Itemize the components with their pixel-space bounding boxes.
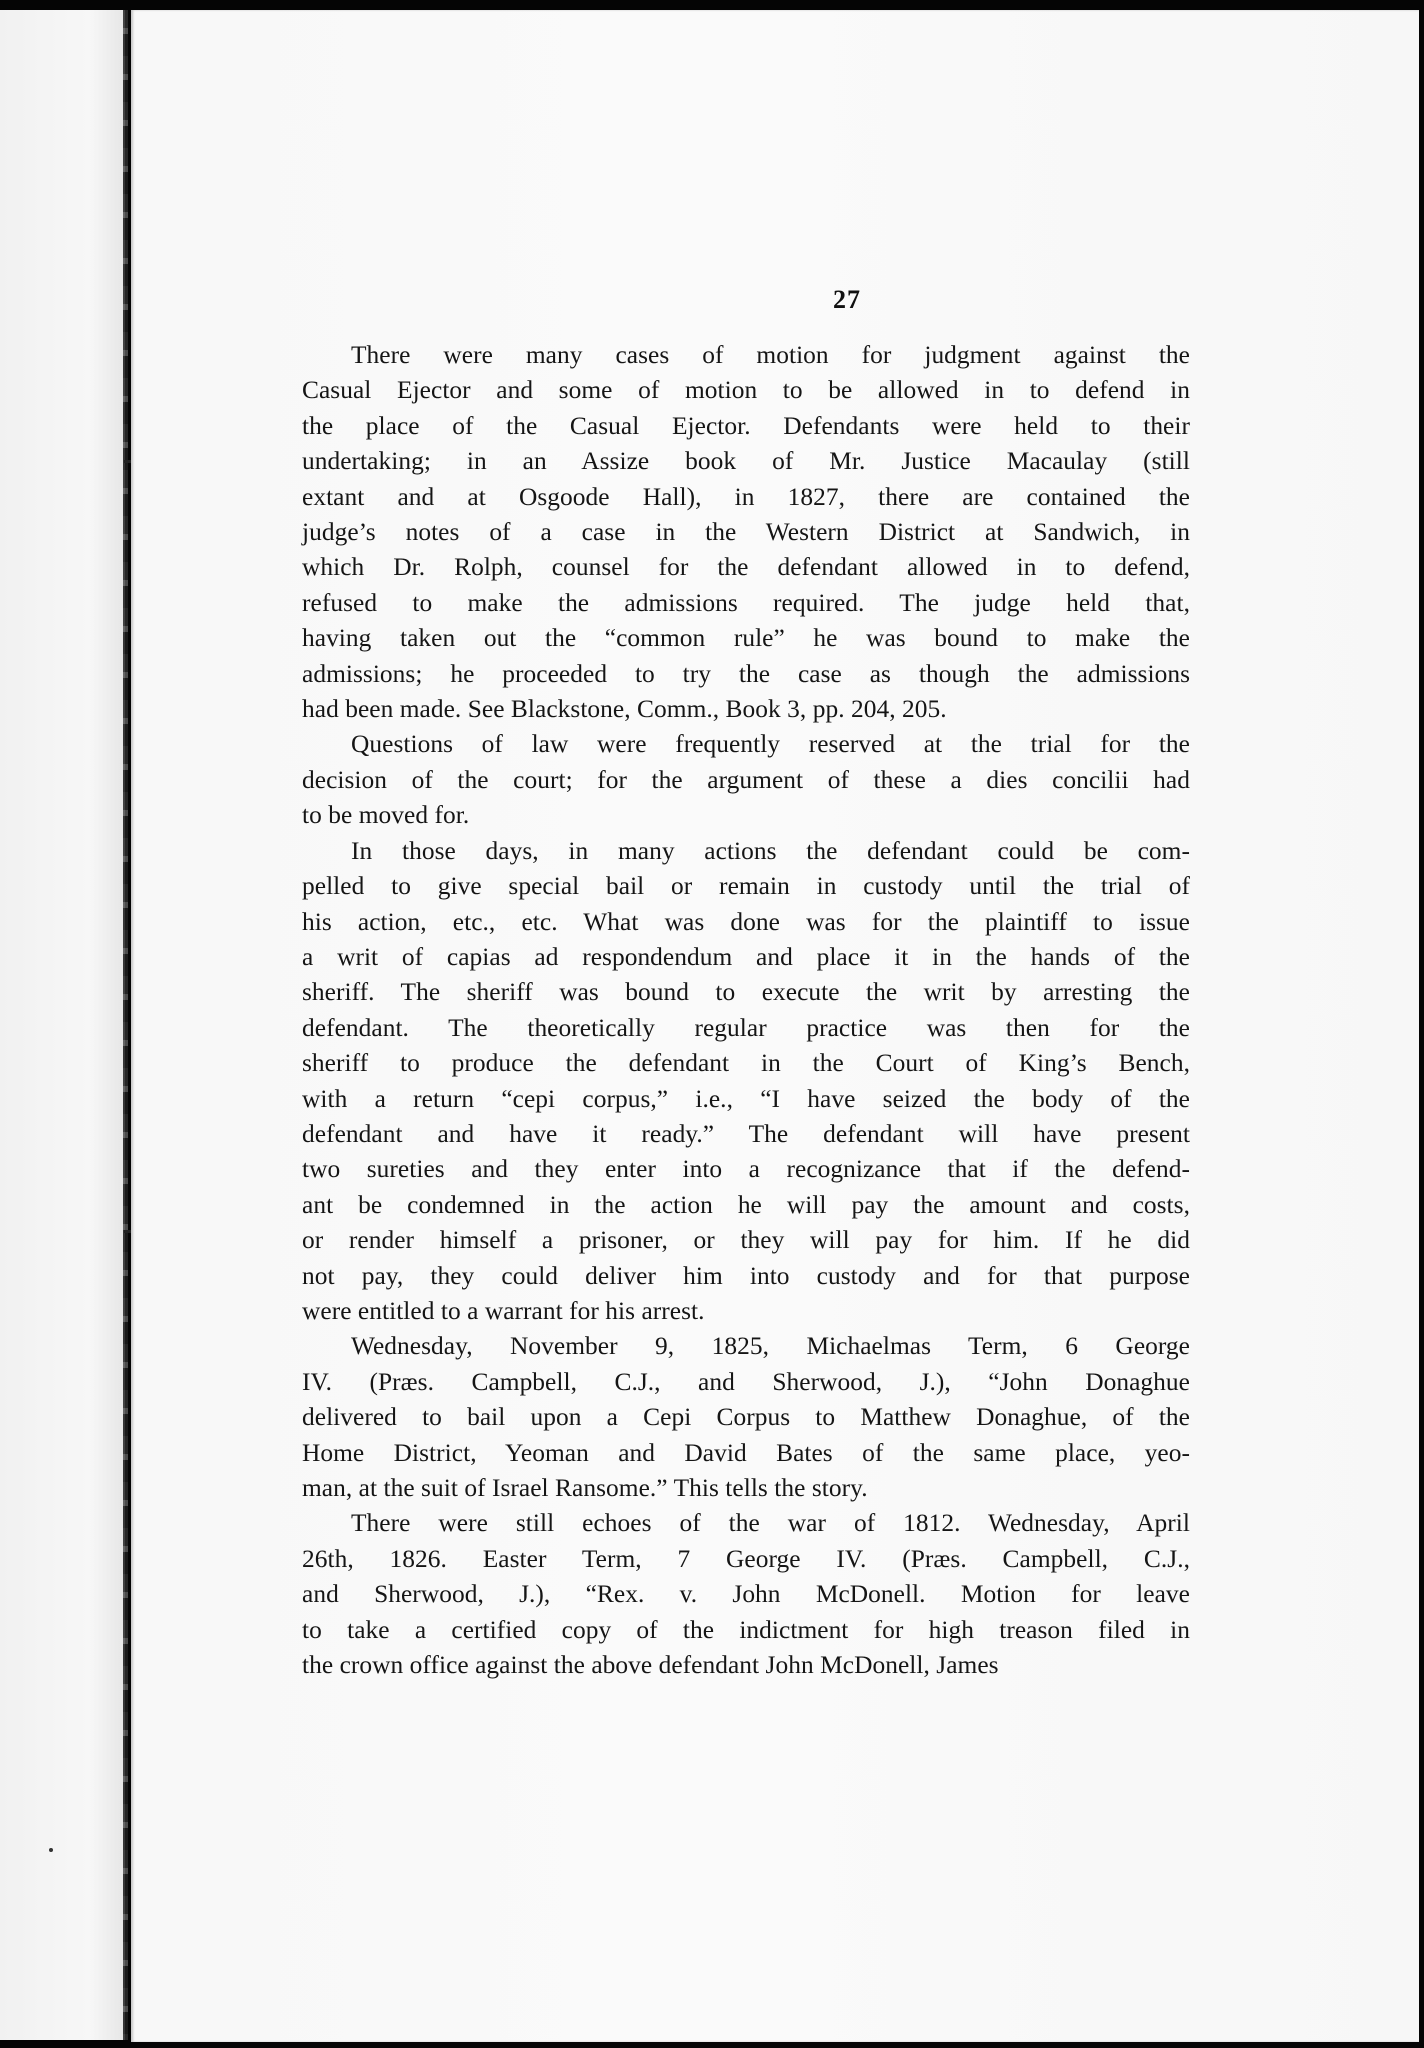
text-line: the place of the Casual Ejector. Defendants were held to their	[302, 411, 1190, 440]
text-line: IV. (Præs. Campbell, C.J., and Sherwood, J.), “John Donaghue	[302, 1367, 1190, 1396]
text-line: There were still echoes of the war of 1812. Wednesday, April	[351, 1509, 1190, 1538]
text-line: his action, etc., etc. What was done was for the plaintiff to issue	[302, 907, 1190, 936]
text-line: Casual Ejector and some of motion to be allowed in to defend in	[302, 376, 1190, 405]
text-line: extant and at Osgoode Hall), in 1827, there are contained the	[302, 482, 1190, 511]
text-line: Questions of law were frequently reserved at the trial for the	[351, 730, 1190, 759]
text-line: Home District, Yeoman and David Bates of the same place, yeo-	[302, 1438, 1190, 1467]
text-line: 26th, 1826. Easter Term, 7 George IV. (Præs. Campbell, C.J.,	[302, 1544, 1190, 1573]
text-line: two sureties and they enter into a recognizance that if the defend-	[302, 1155, 1190, 1184]
text-line: delivered to bail upon a Cepi Corpus to Matthew Donaghue, of the	[302, 1403, 1190, 1432]
page-number: 27	[833, 285, 861, 314]
text-line: to be moved for.	[302, 801, 470, 830]
text-line: the crown office against the above defendant John McDonell, James	[302, 1651, 999, 1680]
text-line: decision of the court; for the argument of these a dies concilii had	[302, 765, 1190, 794]
text-line: Wednesday, November 9, 1825, Michaelmas Term, 6 George	[351, 1332, 1190, 1361]
text-line: refused to make the admissions required. The judge held that,	[302, 588, 1190, 617]
text-line: to take a certified copy of the indictment for high treason filed in	[302, 1615, 1190, 1644]
text-line: and Sherwood, J.), “Rex. v. John McDonell. Motion for leave	[302, 1580, 1190, 1609]
text-line: sheriff to produce the defendant in the Court of King’s Bench,	[302, 1049, 1190, 1078]
text-line: having taken out the “common rule” he was bound to make the	[302, 624, 1190, 653]
text-line: In those days, in many actions the defendant could be com-	[351, 836, 1190, 865]
book-spine-shadow	[123, 10, 128, 2040]
text-line: There were many cases of motion for judgment against the	[351, 341, 1190, 369]
text-line: with a return “cepi corpus,” i.e., “I have seized the body of the	[302, 1084, 1190, 1113]
scan-speck	[49, 1848, 53, 1852]
text-line: a writ of capias ad respondendum and place it in the hands of the	[302, 942, 1190, 971]
text-line: not pay, they could deliver him into custody and for that purpose	[302, 1261, 1190, 1290]
text-line: pelled to give special bail or remain in custody until the trial of	[302, 872, 1190, 901]
text-line: or render himself a prisoner, or they will pay for him. If he did	[302, 1226, 1190, 1255]
text-line: man, at the suit of Israel Ransome.” This tells the story.	[302, 1474, 868, 1502]
text-line: defendant and have it ready.” The defendant will have present	[302, 1119, 1190, 1148]
text-line: admissions; he proceeded to try the case as though the admissions	[302, 659, 1190, 688]
text-line: undertaking; in an Assize book of Mr. Justice Macaulay (still	[302, 447, 1190, 476]
text-line: judge’s notes of a case in the Western District at Sandwich, in	[302, 518, 1190, 547]
text-line: sheriff. The sheriff was bound to execute the writ by arresting the	[302, 978, 1190, 1007]
text-line: defendant. The theoretically regular practice was then for the	[302, 1013, 1190, 1042]
text-line: ant be condemned in the action he will pay the amount and costs,	[302, 1190, 1190, 1219]
text-line: had been made. See Blackstone, Comm., Book 3, pp. 204, 205.	[302, 695, 947, 724]
text-line: were entitled to a warrant for his arrest.	[302, 1296, 705, 1325]
text-line: which Dr. Rolph, counsel for the defendant allowed in to defend,	[302, 553, 1190, 582]
body-text	[302, 338, 1190, 1683]
left-page-edge	[0, 10, 125, 2040]
